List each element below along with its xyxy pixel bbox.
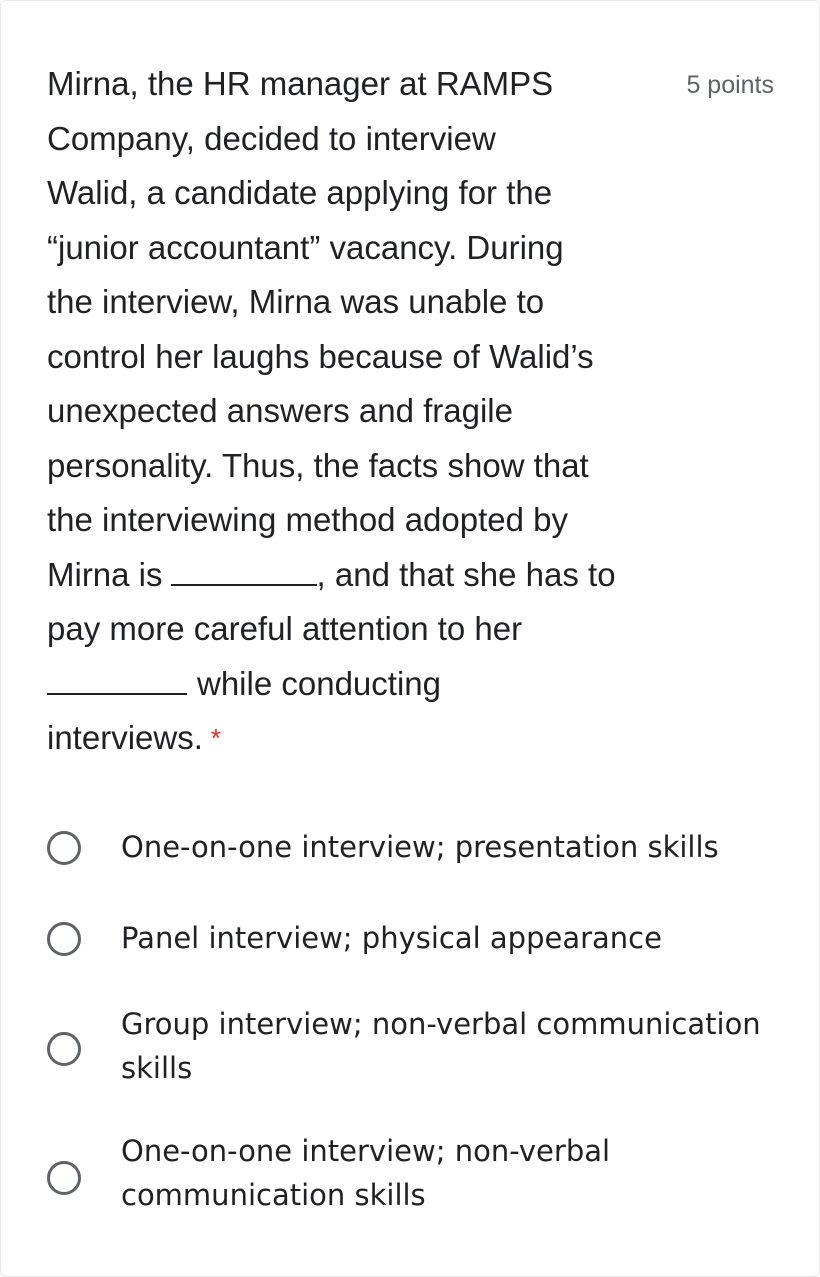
question-fragment: , and that she has to	[316, 555, 616, 593]
question-line: pay more careful attention to her	[47, 610, 523, 647]
question-text	[47, 57, 667, 766]
option-one-on-one-nonverbal[interactable]	[47, 1129, 787, 1223]
question-line: the interviewing method adopted by	[47, 501, 569, 538]
question-line-with-blank	[47, 657, 667, 712]
question-line	[47, 711, 667, 766]
question-fragment: Mirna is	[47, 555, 163, 593]
question-line-with-blank	[47, 548, 667, 603]
question-fragment: while conducting	[197, 664, 441, 702]
required-asterisk: *	[210, 723, 222, 753]
question-line: control her laughs because of Walid’s	[47, 337, 594, 375]
option-label	[121, 1129, 771, 1217]
question-line: Walid, a candidate applying for the	[47, 174, 553, 211]
question-line: personality. Thus, the facts show that	[47, 446, 589, 484]
question-fragment: interviews.	[47, 719, 203, 756]
points-label: 5 points	[686, 71, 774, 99]
question-line: Mirna, the HR manager at RAMPS	[47, 65, 554, 102]
question-line: unexpected answers and fragile	[47, 392, 513, 429]
fill-in-blank	[171, 584, 317, 586]
option-label-line: communication skills	[121, 1178, 426, 1212]
question-line: Company, decided to interview	[47, 119, 496, 157]
fill-in-blank	[47, 693, 187, 695]
option-label: One-on-one interview; presentation skills	[121, 830, 719, 864]
option-label-line: Group interview; non-verbal communication	[121, 1007, 761, 1041]
option-label	[121, 1002, 771, 1090]
option-one-on-one-presentation[interactable]	[47, 816, 787, 876]
question-line: “junior accountant” vacancy. During	[47, 228, 564, 266]
radio-button[interactable]	[47, 922, 81, 956]
radio-button[interactable]	[47, 831, 81, 865]
radio-button[interactable]	[47, 1032, 81, 1066]
question-line: the interview, Mirna was unable to	[47, 283, 545, 320]
option-group-nonverbal[interactable]	[47, 1002, 787, 1096]
option-label: Panel interview; physical appearance	[121, 921, 662, 955]
option-panel-physical[interactable]	[47, 908, 787, 968]
option-label-line: One-on-one interview; non-verbal	[121, 1134, 611, 1168]
option-label-line: skills	[121, 1051, 193, 1085]
radio-button[interactable]	[47, 1161, 81, 1195]
